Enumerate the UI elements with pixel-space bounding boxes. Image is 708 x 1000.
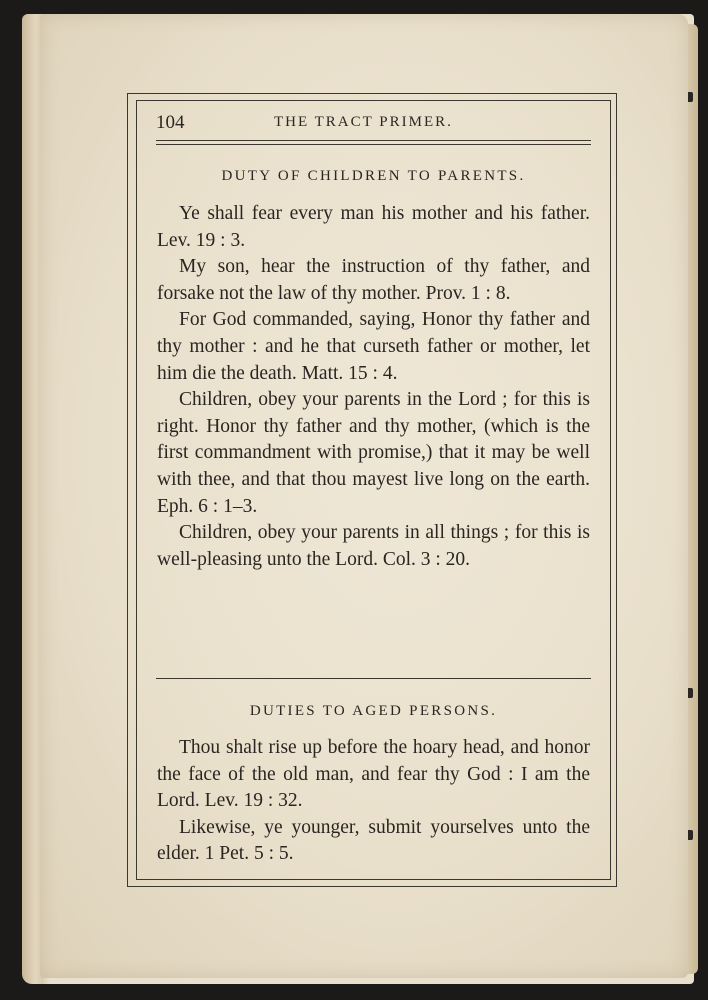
section-title: DUTY OF CHILDREN TO PARENTS.: [221, 168, 526, 184]
verse-paragraph: For God commanded, saying, Honor thy father and thy mother : and he that curseth father or mother, let him die the death. Matt. 15 : 4.: [157, 309, 590, 384]
verse-paragraph: Ye shall fear every man his mother and his father. Lev. 19 : 3.: [157, 203, 590, 251]
section-body: [157, 735, 590, 868]
verse-paragraph: Children, obey your parents in the Lord ; for this is right. Honor thy father and thy mother, (which is the first commandment with promise,) that it may be well with thee, and that thou mayest live long on the earth. Eph. 6 : 1–3.: [157, 389, 590, 517]
section-body: [157, 201, 590, 573]
section-divider: [156, 678, 591, 679]
header-rule: [156, 140, 591, 141]
section-title: DUTIES TO AGED PERSONS.: [249, 703, 498, 719]
page-number: 104: [156, 112, 185, 133]
verse-paragraph: My son, hear the instruction of thy father, and forsake not the law of thy mother. Prov. 1 : 8.: [157, 256, 590, 304]
running-header: [156, 110, 591, 134]
header-rule: [156, 144, 591, 145]
verse-paragraph: Children, obey your parents in all things ; for this is well-pleasing unto the Lord. Col. 3 : 20.: [157, 522, 590, 570]
verse-paragraph: Thou shalt rise up before the hoary head, and honor the face of the old man, and fear thy God : I am the Lord. Lev. 19 : 32.: [157, 737, 590, 812]
verse-paragraph: Likewise, ye younger, submit yourselves unto the elder. 1 Pet. 5 : 5.: [157, 816, 590, 865]
running-title: THE TRACT PRIMER.: [274, 114, 453, 130]
